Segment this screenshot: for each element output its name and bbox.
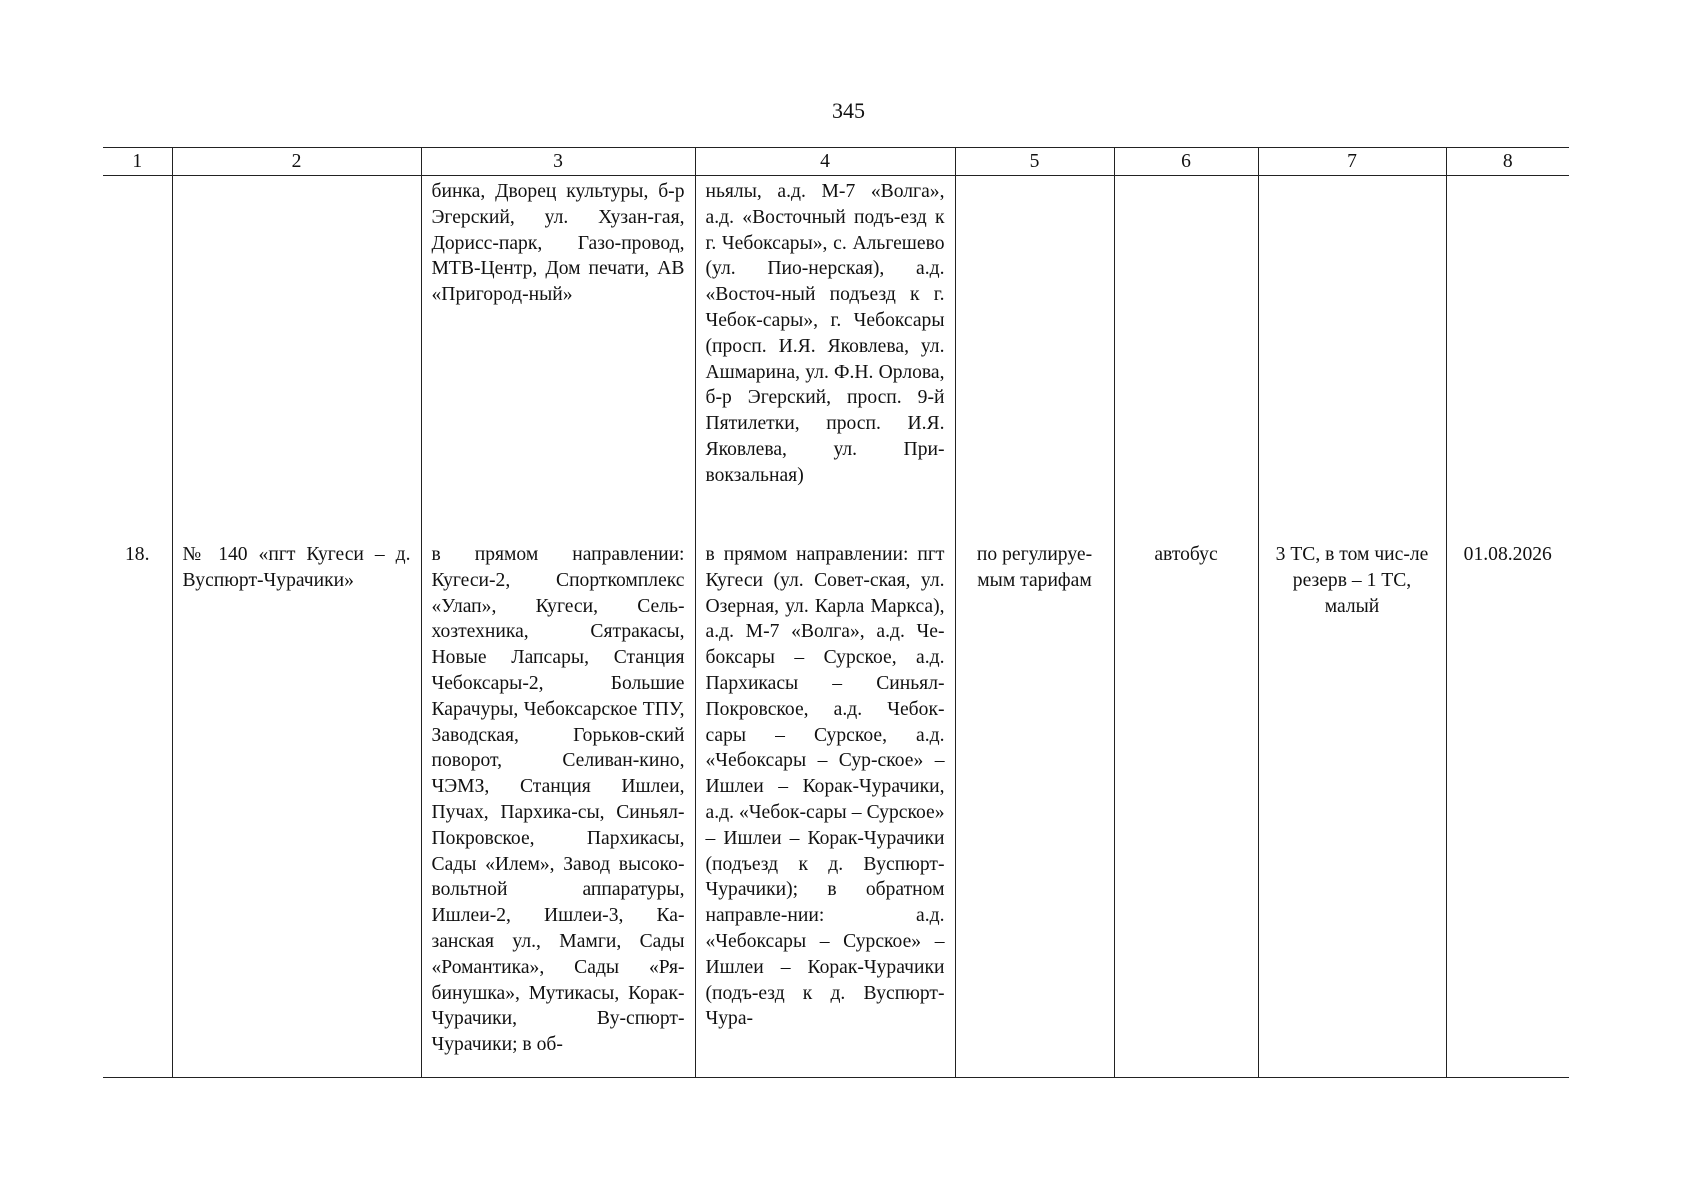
row-number-cell <box>103 176 172 538</box>
vehicle-count-cell <box>1258 176 1446 538</box>
column-header: 1 <box>103 148 172 176</box>
column-header: 6 <box>1114 148 1258 176</box>
table-row <box>103 537 1569 1078</box>
column-header: 2 <box>172 148 421 176</box>
route-name-cell <box>172 176 421 538</box>
tariff-cell: по регулируе-мым тарифам <box>955 537 1114 1078</box>
vehicle-type-cell <box>1114 176 1258 538</box>
date-cell <box>1446 176 1569 538</box>
column-header: 3 <box>421 148 695 176</box>
table-row <box>103 176 1569 538</box>
streets-cell: ньялы, а.д. М-7 «Волга», а.д. «Восточный подъ-езд к г. Чебоксары», с. Альгешево (ул. Пио-нерская), а.д. «Восточ-ный подъезд к г. Чебок-сары», г. Чебоксары (просп. И.Я. Яковлева, ул. Ашмарина, ул. Ф.Н. Орлова, б-р Эгерский, просп. 9-й Пятилетки, просп. И.Я. Яковлева, ул. При-вокзальная) <box>695 176 955 538</box>
column-header: 5 <box>955 148 1114 176</box>
page-number: 345 <box>832 98 865 123</box>
date-cell: 01.08.2026 <box>1446 537 1569 1078</box>
tariff-cell <box>955 176 1114 538</box>
stops-cell: в прямом направлении: Кугеси-2, Спорткомплекс «Улап», Кугеси, Сель-хозтехника, Сятракасы, Новые Лапсары, Станция Чебоксары-2, Большие Карачуры, Чебоксарское ТПУ, Заводская, Горьков-ский поворот, Селиван-кино, ЧЭМЗ, Станция Ишлеи, Пучах, Пархика-сы, Синьял-Покровское, Пархикасы, Сады «Илем», Завод высоко-вольтной аппаратуры, Ишлеи-2, Ишлеи-3, Ка-занская ул., Мамги, Сады «Романтика», Сады «Ря-бинушка», Мутикасы, Корак-Чурачики, Ву-спюрт-Чурачики; в об- <box>421 537 695 1078</box>
routes-table <box>103 147 1569 1078</box>
column-header: 7 <box>1258 148 1446 176</box>
route-name-cell: № 140 «пгт Кугеси – д. Вуспюрт-Чурачики» <box>172 537 421 1078</box>
column-number-row <box>103 148 1569 176</box>
column-header: 4 <box>695 148 955 176</box>
column-header: 8 <box>1446 148 1569 176</box>
streets-cell: в прямом направлении: пгт Кугеси (ул. Совет-ская, ул. Озерная, ул. Карла Маркса), а.д. М-7 «Волга», а.д. Че-боксары – Сурское, а.д. Пархикасы – Синьял-Покровское, а.д. Чебок-сары – Сурское, а.д. «Чебоксары – Сур-ское» – Ишлеи – Корак-Чурачики, а.д. «Чебок-сары – Сурское» – Ишлеи – Корак-Чурачики (подъезд к д. Вуспюрт-Чурачики); в обратном направле-нии: а.д. «Чебоксары – Сурское» – Ишлеи – Корак-Чурачики (подъ-езд к д. Вуспюрт-Чура- <box>695 537 955 1078</box>
stops-cell: бинка, Дворец культуры, б-р Эгерский, ул. Хузан-гая, Дорисс-парк, Газо-провод, МТВ-Центр, Дом печати, АВ «Пригород-ный» <box>421 176 695 538</box>
vehicle-count-cell: 3 ТС, в том чис-ле резерв – 1 ТС, малый <box>1258 537 1446 1078</box>
vehicle-type-cell: автобус <box>1114 537 1258 1078</box>
row-number-cell: 18. <box>103 537 172 1078</box>
